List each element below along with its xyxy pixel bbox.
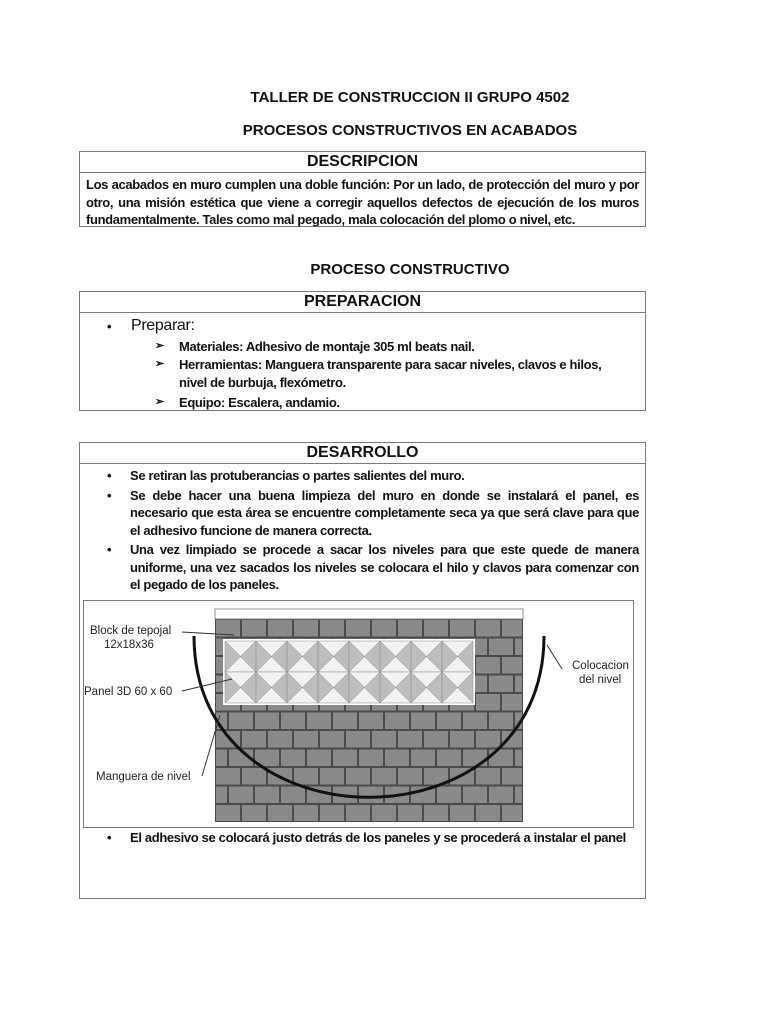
brick bbox=[372, 768, 396, 785]
brick bbox=[463, 713, 487, 730]
brick bbox=[333, 750, 357, 767]
brick bbox=[216, 750, 227, 767]
desarrollo-box: DESARROLLO • Se retiran las protuberancias o partes salientes del muro. • Se debe hacer una buena limpieza del muro en donde se instalará el panel, es necesario que esta área se encuentre completamente seca ya que será clave para que el adhesivo funcione de manera correcta. • Una vez limpiado se procede a sacar los niveles para que este quede de manera uniforme, una vez sacados los niveles se colocara el hilo y clavos para comenzar con el pegado de los paneles. Block de tepojal 12x18x36 Panel 3D 60 x 60 Manguera de nivel Colocacion del nivel • El adhesivo se colocará justo detrás de los paneles y se procederá a instalar el panel bbox=[79, 442, 646, 899]
brick bbox=[268, 731, 292, 748]
brick bbox=[450, 731, 474, 748]
brick bbox=[385, 713, 409, 730]
brick bbox=[411, 750, 435, 767]
brick bbox=[502, 694, 522, 711]
descripcion-text: Los acabados en muro cumplen una doble función: Por un lado, de protección del muro y por otro, una misión estética que viene a corregir aquellos defectos de ejecución de los muros fundamentalmente. Tales como mal pegado, mala colocación del plomo o nivel, etc. bbox=[86, 177, 639, 227]
brick bbox=[242, 768, 266, 785]
brick bbox=[476, 657, 500, 674]
brick bbox=[398, 768, 422, 785]
brick bbox=[489, 676, 513, 693]
brick bbox=[320, 731, 344, 748]
bullet-dot-icon: • bbox=[107, 319, 112, 334]
bullet-dot-icon: • bbox=[107, 542, 112, 557]
brick bbox=[372, 620, 396, 637]
desarrollo-heading: DESARROLLO bbox=[80, 443, 645, 464]
label-colocacion-nivel: del nivel bbox=[579, 674, 622, 686]
label-block-dims: 12x18x36 bbox=[104, 639, 154, 651]
brick bbox=[424, 620, 448, 637]
brick bbox=[359, 787, 383, 804]
brick bbox=[359, 750, 383, 767]
brick bbox=[216, 787, 227, 804]
brick bbox=[255, 787, 279, 804]
preparacion-box: PREPARACION • Preparar: ➢ Materiales: Adhesivo de montaje 305 ml beats nail. ➢ Herramientas: Manguera transparente para sacar niveles, clavos e hilos, nivel de burbuja, flexómetro. ➢ Equipo: Escalera, andamio. bbox=[79, 291, 646, 411]
brick bbox=[385, 750, 409, 767]
brick bbox=[255, 713, 279, 730]
document-subtitle: PROCESOS CONSTRUCTIVOS EN ACABADOS bbox=[242, 122, 578, 139]
brick bbox=[476, 731, 500, 748]
brick bbox=[320, 768, 344, 785]
brick bbox=[242, 620, 266, 637]
brick bbox=[476, 620, 500, 637]
document-title: TALLER DE CONSTRUCCION II GRUPO 4502 bbox=[250, 89, 570, 106]
brick bbox=[489, 713, 513, 730]
brick bbox=[359, 713, 383, 730]
brick bbox=[372, 805, 396, 821]
brick bbox=[515, 787, 522, 804]
brick bbox=[489, 750, 513, 767]
brick bbox=[437, 713, 461, 730]
label-panel: Panel 3D 60 x 60 bbox=[84, 686, 173, 698]
brick bbox=[268, 805, 292, 821]
brick bbox=[216, 768, 240, 785]
panel-3d bbox=[223, 639, 475, 705]
brick bbox=[346, 731, 370, 748]
brick bbox=[502, 768, 522, 785]
brick bbox=[463, 750, 487, 767]
brick bbox=[333, 713, 357, 730]
brick bbox=[489, 639, 513, 656]
brick bbox=[294, 768, 318, 785]
brick bbox=[216, 805, 240, 821]
brick bbox=[476, 805, 500, 821]
desarrollo-item: • Se retiran las protuberancias o partes salientes del muro. bbox=[107, 468, 465, 483]
brick bbox=[476, 694, 500, 711]
brick bbox=[515, 676, 522, 693]
label-colocacion: Colocacion bbox=[572, 660, 629, 672]
brick bbox=[372, 731, 396, 748]
brick bbox=[229, 787, 253, 804]
arrowhead-icon: ➢ bbox=[155, 340, 164, 352]
brick bbox=[229, 713, 253, 730]
proceso-title: PROCESO CONSTRUCTIVO bbox=[310, 261, 510, 278]
brick bbox=[411, 713, 435, 730]
brick bbox=[502, 657, 522, 674]
brick bbox=[424, 805, 448, 821]
arrowhead-icon: ➢ bbox=[155, 358, 164, 370]
brick bbox=[515, 639, 522, 656]
brick bbox=[463, 787, 487, 804]
brick bbox=[398, 805, 422, 821]
bullet-dot-icon: • bbox=[107, 830, 112, 845]
bullet-dot-icon: • bbox=[107, 468, 112, 483]
wall-figure bbox=[83, 600, 634, 828]
brick bbox=[281, 713, 305, 730]
brick bbox=[320, 805, 344, 821]
preparar-label: Preparar: bbox=[131, 317, 195, 334]
brick bbox=[437, 750, 461, 767]
descripcion-box bbox=[79, 151, 646, 227]
brick bbox=[294, 620, 318, 637]
brick bbox=[281, 787, 305, 804]
brick bbox=[450, 805, 474, 821]
brick bbox=[398, 731, 422, 748]
preparacion-heading: PREPARACION bbox=[80, 292, 645, 313]
brick bbox=[242, 805, 266, 821]
bullet-dot-icon: • bbox=[107, 487, 112, 503]
brick bbox=[437, 787, 461, 804]
brick bbox=[281, 750, 305, 767]
brick bbox=[346, 620, 370, 637]
brick bbox=[450, 620, 474, 637]
brick bbox=[346, 768, 370, 785]
brick bbox=[424, 731, 448, 748]
brick bbox=[502, 620, 522, 637]
label-manguera: Manguera de nivel bbox=[96, 771, 191, 783]
descripcion-heading: DESCRIPCION bbox=[80, 152, 645, 173]
brick bbox=[346, 805, 370, 821]
brick bbox=[515, 750, 522, 767]
desarrollo-item: • Se debe hacer una buena limpieza del muro en donde se instalará el panel, es necesario que esta área se encuentre completamente seca ya que será clave para que el adhesivo funcione de manera correcta. bbox=[107, 487, 639, 538]
brick bbox=[489, 787, 513, 804]
brick bbox=[294, 805, 318, 821]
brick bbox=[320, 620, 344, 637]
brick bbox=[268, 620, 292, 637]
brick bbox=[294, 731, 318, 748]
brick bbox=[476, 768, 500, 785]
brick bbox=[307, 713, 331, 730]
desarrollo-item: • Una vez limpiado se procede a sacar los niveles para que este quede de manera uniforme, una vez sacados los niveles se colocara el hilo y clavos para comenzar con el pegado de los paneles. bbox=[107, 542, 639, 592]
brick bbox=[242, 731, 266, 748]
brick bbox=[307, 750, 331, 767]
arrowhead-icon: ➢ bbox=[155, 396, 164, 408]
brick bbox=[398, 620, 422, 637]
label-block: Block de tepojal bbox=[90, 625, 172, 637]
brick bbox=[502, 805, 522, 821]
